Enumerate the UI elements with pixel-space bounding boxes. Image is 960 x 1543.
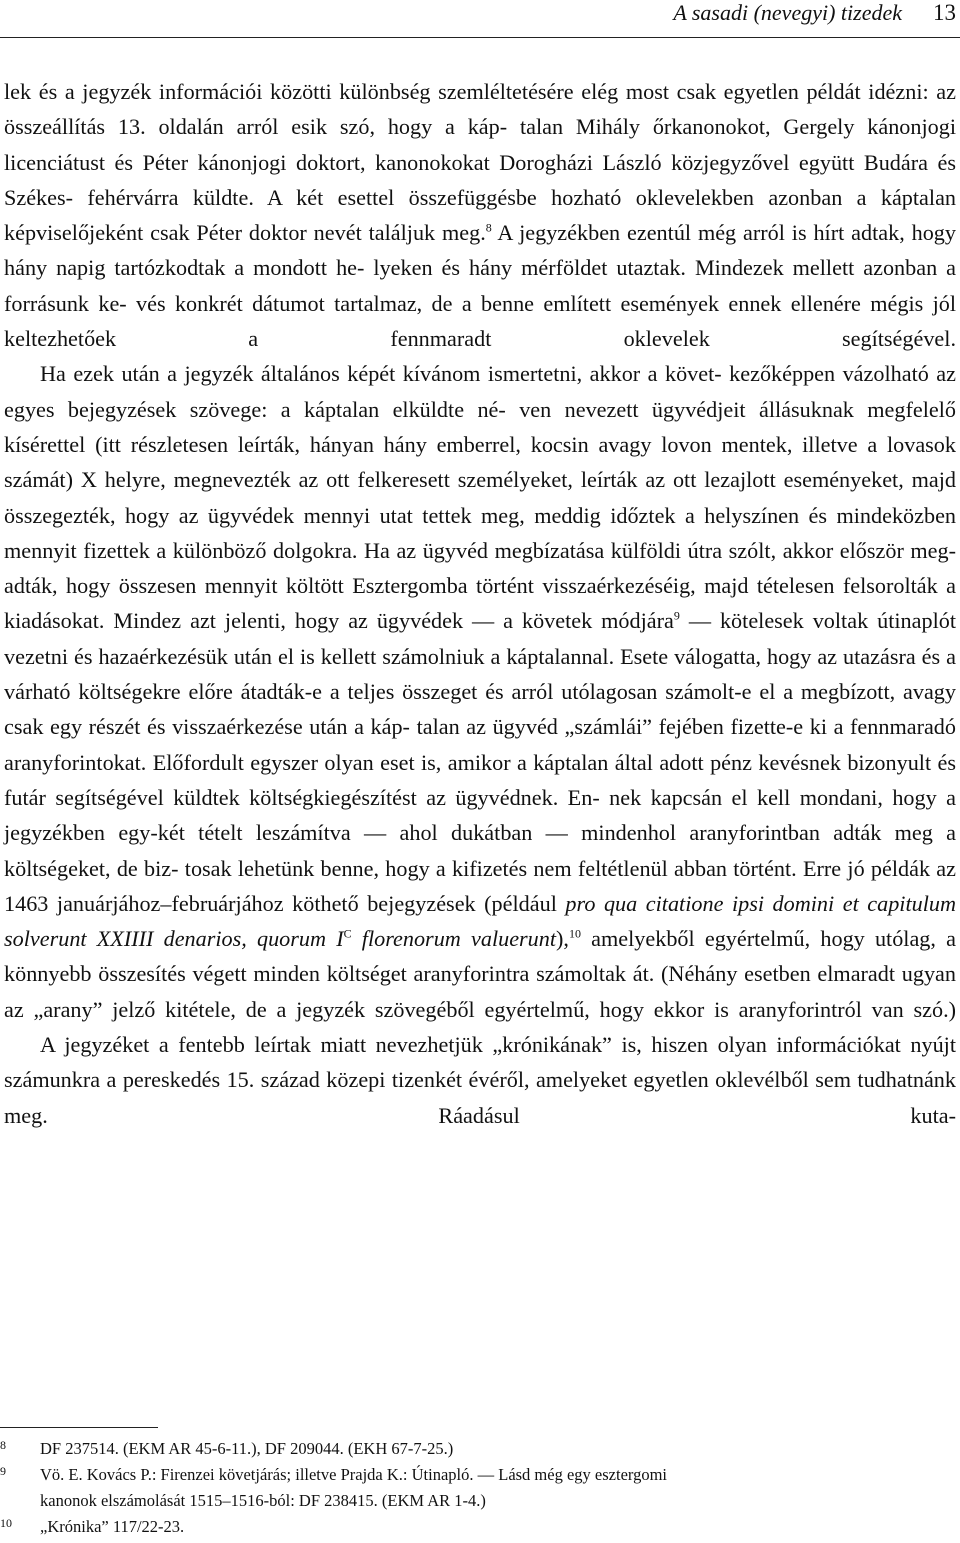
footnote-text: Vö. E. Kovács P.: Firenzei követjárás; illetve Prajda K.: Útinapló. — Lásd még egy esztergomi [40,1465,668,1484]
footnote-text: „Krónika” 117/22-23. [40,1517,185,1536]
text-line: A jegyzékben [491,220,621,246]
footnote-9 [0,1462,956,1488]
footnote-ref-8[interactable]: 8 [485,220,492,235]
text-line: bizonyult és futár segítségével küldtek költségkiegészítést az ügyvédnek. En- [4,749,956,810]
text-line: Ha ezek után a jegyzék általános képét kívánom ismertetni, akkor a követ- [40,361,722,387]
footnote-ref-10[interactable]: 10 [568,926,581,941]
latin-quote: valuerunt [471,926,557,952]
text-line: és a várható költségekre előre átadták-e a teljes összeget és arról utólagosan [4,643,956,705]
text-line: példák az 1463 januárjához–februárjához köthető bejegyzések (például [4,855,957,916]
footnote-number: 8 [0,1438,6,1452]
text-line: fehérvárra küldte. A két esettel összefüggésbe hozható oklevelekben azonban [87,184,843,210]
text-line: után el is kellett számolniuk a káptalannal. Esete válogatta, hogy az utazásra [233,643,916,669]
text-line: vés konkrét dátumot tartalmaz, de a benne említett események ennek ellenére [136,290,861,316]
text-line: meddig időztek a helyszínen és mindeközben mennyit fizettek a különböző [4,502,957,563]
text-line: A jegyzéket a fentebb leírtak miatt nevezhetjük „krónikának” is, hiszen [40,1032,709,1058]
text-line: számolt-e el a megbízott, avagy csak egy részét és visszaérkezése után a káp- [4,679,956,740]
text-line: hányan hány emberrel, kocsin avagy lovon mentek, illetve a lovasok számát) [4,431,956,493]
text-line: Előfordult egyszer olyan eset is, amikor a káptalan által adott pénz kevésnek [152,749,841,775]
footnote-ref-9[interactable]: 9 [673,609,680,624]
running-title: A sasadi (nevegyi) tizedek [673,0,902,25]
text-line: — kötelesek voltak útinaplót vezetni és hazaérkezésük [4,608,956,669]
footnote-number: 10 [0,1516,12,1530]
text-line: amelyekből egyértelmű, hogy utólag, a könnyebb összesítés végett [4,926,956,987]
main-text [4,74,956,1133]
text-line: kezőképpen vázolható az egyes bejegyzések szövege: a káptalan elküldte né- [4,361,957,422]
superscript-c: C [343,926,352,941]
text-line: X helyre, megnevezték az ott felkeresett személyeket, leírták az ott lezajlott [80,467,776,493]
text-line: eseményeket, majd összegezték, hogy az ügyvédek mennyi utat tettek meg, [4,467,956,528]
text-line: — a követek módjára [472,608,674,634]
text-line: adták, hogy összesen mennyit költött Esztergomba történt visszaérkezéséig, [4,573,696,599]
latin-quote: florenorum [351,926,461,952]
page-number: 13 [933,0,956,25]
latin-quote: citatione ipsi domini et capitulum solverunt XXIIII denarios, quorum I [4,890,957,952]
text-line: egyetlen példát idézni: az összeállítás 13. oldalán arról esik szó, hogy a káp- [4,79,956,140]
text-line: a káptalan képviselőjeként csak Péter doktor nevét találjuk meg. [4,184,957,246]
footnote-rule [0,1427,158,1428]
text-line: dolgokra. Ha az ügyvéd megbízatása külföldi útra szólt, akkor először meg- [273,537,956,563]
text-line: olyan információkat nyújt számunkra a pereskedés 15. század közepi tizenkét [4,1032,956,1093]
latin-quote: pro qua [556,890,638,916]
footnotes [0,1436,956,1540]
text-line: ), [556,926,569,952]
footnote-8 [0,1436,956,1462]
text-line: mégis jól keltezhetőek a fennmaradt oklevelek segítségével. [4,290,957,352]
footnote-9-continuation: kanonok elszámolását 1515–1516-ból: DF 238415. (EKM AR 1-4.) [40,1491,486,1510]
paragraph-3 [4,1027,956,1133]
text-line: talan Mihály őrkanonokot, Gergely kánonjogi licenciátust és Péter kánonjogi [4,114,956,175]
text-line: tosak lehetünk benne, hogy a kifizetés nem feltétlenül abban történt. Erre jó [184,855,865,881]
text-line: ahol dukátban — mindenhol aranyforintban adták meg a költségeket, de biz- [4,820,956,881]
text-line: ezentúl még arról is hírt adtak, hogy hány napig tartózkodtak a mondott he- [4,220,956,281]
text-line: ven nevezett ügyvédjeit állásuknak megfelelő kísérettel (itt részletesen leírták, [4,396,956,457]
paragraph-1 [4,74,956,356]
text-line: minden költséget aranyforintra számoltak át. (Néhány esetben elmaradt ugyan [253,961,956,987]
footnote-text: DF 237514. (EKM AR 45-6-11.), DF 209044. (EKH 67-7-25.) [40,1439,454,1458]
text-line: nek kapcsán el kell mondani, hogy a jegyzékben egy-két tételt leszámítva — [4,784,956,846]
text-line: aranyforintról van szó.) [738,996,956,1022]
text-line: lek és a jegyzék információi közötti különbség szemléltetésére elég most csak [4,79,717,104]
text-line: majd tételesen felsorolták a kiadásokat. Mindez azt jelenti, hogy az ügyvédek [4,573,956,634]
paragraph-2 [4,356,956,1027]
footnote-number: 9 [0,1464,6,1478]
text-line: évéről, amelyeket egyetlen oklevélből sem tudhatnánk meg. Ráadásul kuta- [4,1067,956,1128]
running-header [0,0,960,38]
text-line: az „arany” jelző kitétele, de a jegyzék szövegéből egyértelmű, hogy ekkor is [4,996,729,1022]
text-line: lyeken és hány mérföldet utaztak. Mindezek mellett azonban a forrásunk ke- [4,255,957,316]
text-line: talan az ügyvéd „számlái” fejében fizette-e ki a fennmaradó aranyforintokat. [4,714,956,775]
footnote-10 [0,1514,956,1540]
text-line: doktort, kanonokokat Dorogházi László közjegyzővel együtt Budára és Székes- [4,149,956,210]
